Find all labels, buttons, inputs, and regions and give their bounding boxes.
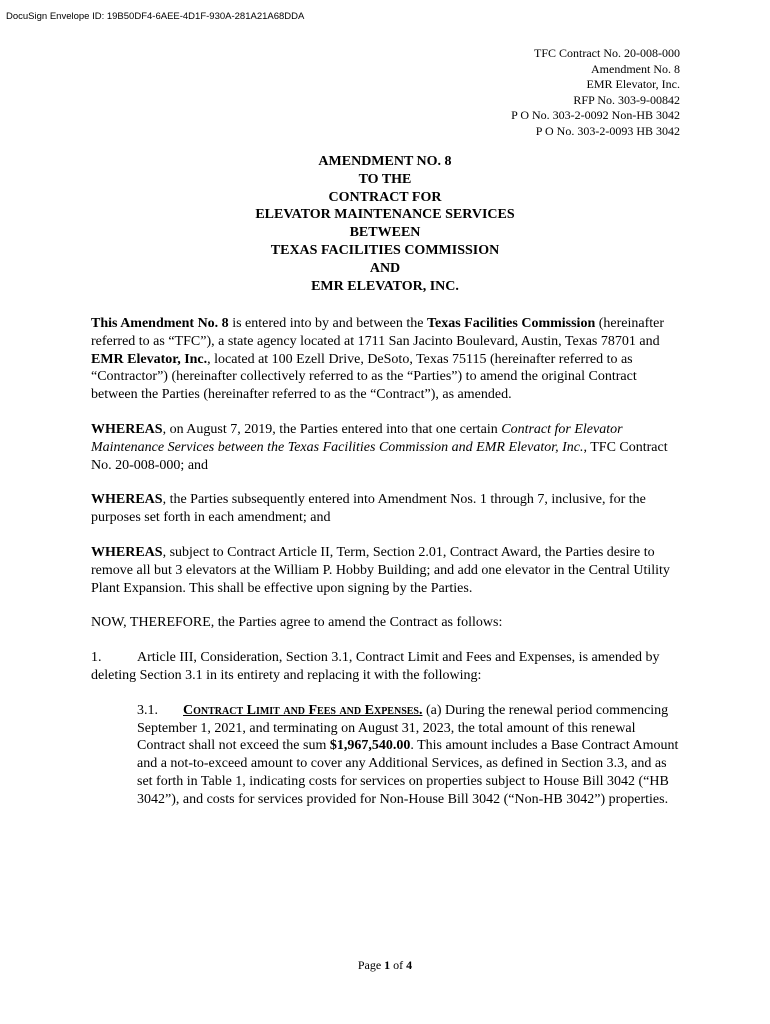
title-line: EMR ELEVATOR, INC. bbox=[311, 278, 459, 294]
title-line: TO THE bbox=[358, 171, 412, 187]
whereas-paragraph-3: WHEREAS, subject to Contract Article II, Term, Section 2.01, Contract Award, the Parties desire to remove all but 3 elevators at the William P. Hobby Building; and add one elevator in the Central Utility Plant Expansion. This shall be effective upon signing by the Parties. bbox=[91, 544, 670, 596]
document-body bbox=[91, 315, 681, 809]
docusign-envelope-id: DocuSign Envelope ID: 19B50DF4-6AEE-4D1F-930A-281A21A68DDA bbox=[6, 11, 305, 22]
now-therefore-paragraph: NOW, THEREFORE, the Parties agree to amend the Contract as follows: bbox=[91, 615, 503, 631]
reference-line: P O No. 303-2-0092 Non-HB 3042 bbox=[511, 108, 680, 123]
section-3-1: 3.1. Contract Limit and Fees and Expenses. (a) During the renewal period commencing September 1, 2021, and terminating on August 31, 2023, the total amount of this renewal Contract shall not exceed the sum $1,967,540.00. This amount includes a Base Contract Amount and a not-to-exceed amount to cover any Additional Services, as defined in Section 3.3, and as set forth in Table 1, indicating costs for services on properties subject to House Bill 3042 (“HB 3042”), and costs for services provided for Non-House Bill 3042 (“Non-HB 3042”) properties. bbox=[137, 702, 679, 807]
amendment-item-1: 1. Article III, Consideration, Section 3.1, Contract Limit and Fees and Expenses, is amended by deleting Section 3.1 in its entirety and replacing it with the following: bbox=[91, 650, 660, 683]
amendment-name: This Amendment No. 8 bbox=[91, 316, 229, 331]
reference-line: EMR Elevator, Inc. bbox=[586, 77, 680, 92]
reference-line: Amendment No. 8 bbox=[591, 61, 680, 76]
total-pages: 4 bbox=[406, 958, 413, 972]
whereas-paragraph-2: WHEREAS, the Parties subsequently entered into Amendment Nos. 1 through 7, inclusive, for the purposes set forth in each amendment; and bbox=[91, 492, 646, 526]
intro-paragraph: This Amendment No. 8 is entered into by and between the Texas Facilities Commission (hereinafter referred to as “TFC”), a state agency located at 1711 San Jacinto Boulevard, Austin, Texas 78701 and EMR Elevator, Inc., located at 100 Ezell Drive, DeSoto, Texas 75115 (hereinafter referred to as “Contractor”) (hereinafter collectively referred to as the “Parties”) to amend the original Contract between the Parties (hereinafter referred to as the “Contract”), as amended. bbox=[91, 316, 665, 403]
reference-line: P O No. 303-2-0093 HB 3042 bbox=[535, 123, 680, 138]
section-number: 3.1. bbox=[137, 702, 158, 718]
contract-amount: $1,967,540.00 bbox=[329, 738, 411, 754]
item-number: 1. bbox=[91, 650, 102, 666]
contract-reference-block bbox=[511, 46, 680, 140]
party-contractor: EMR Elevator, Inc. bbox=[91, 351, 208, 367]
title-line: TEXAS FACILITIES COMMISSION bbox=[270, 242, 500, 258]
document-title bbox=[0, 153, 770, 295]
party-tfc: Texas Facilities Commission bbox=[426, 316, 596, 331]
contract-title: Contract for Elevator Maintenance Services between the Texas Facilities Commission and EMR Elevator, Inc. bbox=[91, 421, 623, 455]
reference-line: TFC Contract No. 20-008-000 bbox=[534, 46, 680, 60]
title-line: AMENDMENT NO. 8 bbox=[318, 154, 452, 169]
section-heading: Contract Limit and Fees and Expenses. bbox=[183, 702, 423, 718]
whereas-paragraph-1: WHEREAS, on August 7, 2019, the Parties entered into that one certain Contract for Elevator Maintenance Services between the Texas Facilities Commission and EMR Elevator, Inc., TFC Contract No. 20-008-000; and bbox=[91, 421, 668, 473]
title-line: CONTRACT FOR bbox=[328, 189, 442, 205]
page-footer: Page 1 of 4 bbox=[357, 958, 413, 972]
reference-line: RFP No. 303-9-00842 bbox=[573, 92, 680, 107]
title-line: AND bbox=[369, 260, 401, 276]
title-line: ELEVATOR MAINTENANCE SERVICES bbox=[255, 207, 515, 223]
title-line: BETWEEN bbox=[349, 225, 421, 241]
current-page: 1 bbox=[384, 958, 391, 972]
